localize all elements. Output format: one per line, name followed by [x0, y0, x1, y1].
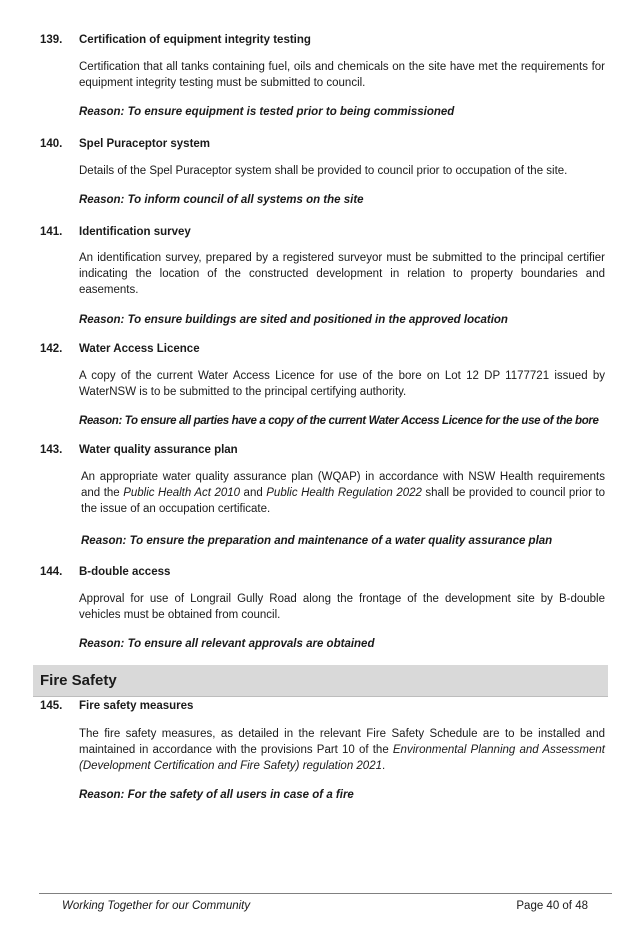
page-number: Page 40 of 48 — [516, 900, 588, 912]
body-text: . — [382, 760, 386, 772]
condition-143-body — [81, 469, 605, 517]
condition-141-reason: Reason: To ensure buildings are sited and positioned in the approved location — [79, 314, 508, 326]
condition-142-body: A copy of the current Water Access Licence for use of the bore on Lot 12 DP 1177721 issued by WaterNSW is to be submitted to the principal certifying authority. — [79, 370, 605, 398]
condition-139-body: Certification that all tanks containing fuel, oils and chemicals on the site have met the requirements for equipment integrity testing must be submitted to council. — [79, 61, 605, 89]
condition-139-reason: Reason: To ensure equipment is tested prior to being commissioned — [79, 106, 455, 118]
condition-144-body: Approval for use of Longrail Gully Road along the frontage of the development site by B-double vehicles must be obtained from council. — [79, 593, 605, 621]
condition-144-reason: Reason: To ensure all relevant approvals are obtained — [79, 638, 375, 650]
body-text: and — [240, 487, 267, 499]
condition-140-heading — [40, 137, 210, 151]
condition-141-heading — [40, 225, 191, 239]
condition-number: 145. — [40, 700, 63, 712]
condition-143-heading — [40, 443, 238, 457]
body-text: An appropriate water quality assurance plan (WQAP) in accordance with NSW Health requirements and the — [81, 471, 605, 499]
condition-139-heading — [40, 33, 311, 47]
condition-title: Water quality assurance plan — [79, 444, 238, 456]
condition-145-heading — [40, 699, 193, 713]
regulation-name: Environmental Planning and Assessment (Development Certification and Fire Safety) regulation 2021 — [79, 744, 605, 772]
condition-title: Identification survey — [79, 226, 191, 238]
condition-number: 140. — [40, 138, 63, 150]
condition-title: Water Access Licence — [79, 343, 200, 355]
condition-title: Certification of equipment integrity testing — [79, 34, 311, 46]
section-title: Fire Safety — [40, 672, 117, 689]
footer-slogan: Working Together for our Community — [62, 900, 251, 912]
condition-140-body: Details of the Spel Puraceptor system shall be provided to council prior to occupation of the site. — [79, 165, 568, 177]
condition-title: B-double access — [79, 566, 171, 578]
act-name: Public Health Act 2010 — [123, 487, 241, 499]
condition-number: 141. — [40, 226, 63, 238]
condition-142-reason: Reason: To ensure all parties have a copy of the current Water Access Licence for the use of the bore — [79, 415, 599, 427]
body-text: shall be provided to council prior to the issue of an occupation certificate. — [81, 487, 605, 515]
condition-145-body — [79, 726, 605, 774]
condition-title: Fire safety measures — [79, 700, 194, 712]
condition-number: 142. — [40, 343, 63, 355]
condition-title: Spel Puraceptor system — [79, 138, 211, 150]
section-header-bar — [33, 665, 608, 697]
condition-143-reason: Reason: To ensure the preparation and maintenance of a water quality assurance plan — [81, 535, 553, 547]
condition-140-reason: Reason: To inform council of all systems on the site — [79, 194, 364, 206]
condition-number: 144. — [40, 566, 63, 578]
regulation-name: Public Health Regulation 2022 — [266, 487, 422, 499]
condition-144-heading — [40, 565, 170, 579]
condition-141-body: An identification survey, prepared by a registered surveyor must be submitted to the principal certifier indicating the location of the constructed development in relation to property boundaries and easements. — [79, 252, 605, 296]
condition-142-heading — [40, 342, 200, 356]
condition-number: 143. — [40, 444, 63, 456]
footer-divider — [39, 893, 612, 894]
condition-145-reason: Reason: For the safety of all users in case of a fire — [79, 789, 354, 801]
condition-number: 139. — [40, 34, 63, 46]
body-text: The fire safety measures, as detailed in the relevant Fire Safety Schedule are to be installed and maintained in accordance with the provisions Part 10 of the — [79, 728, 605, 756]
